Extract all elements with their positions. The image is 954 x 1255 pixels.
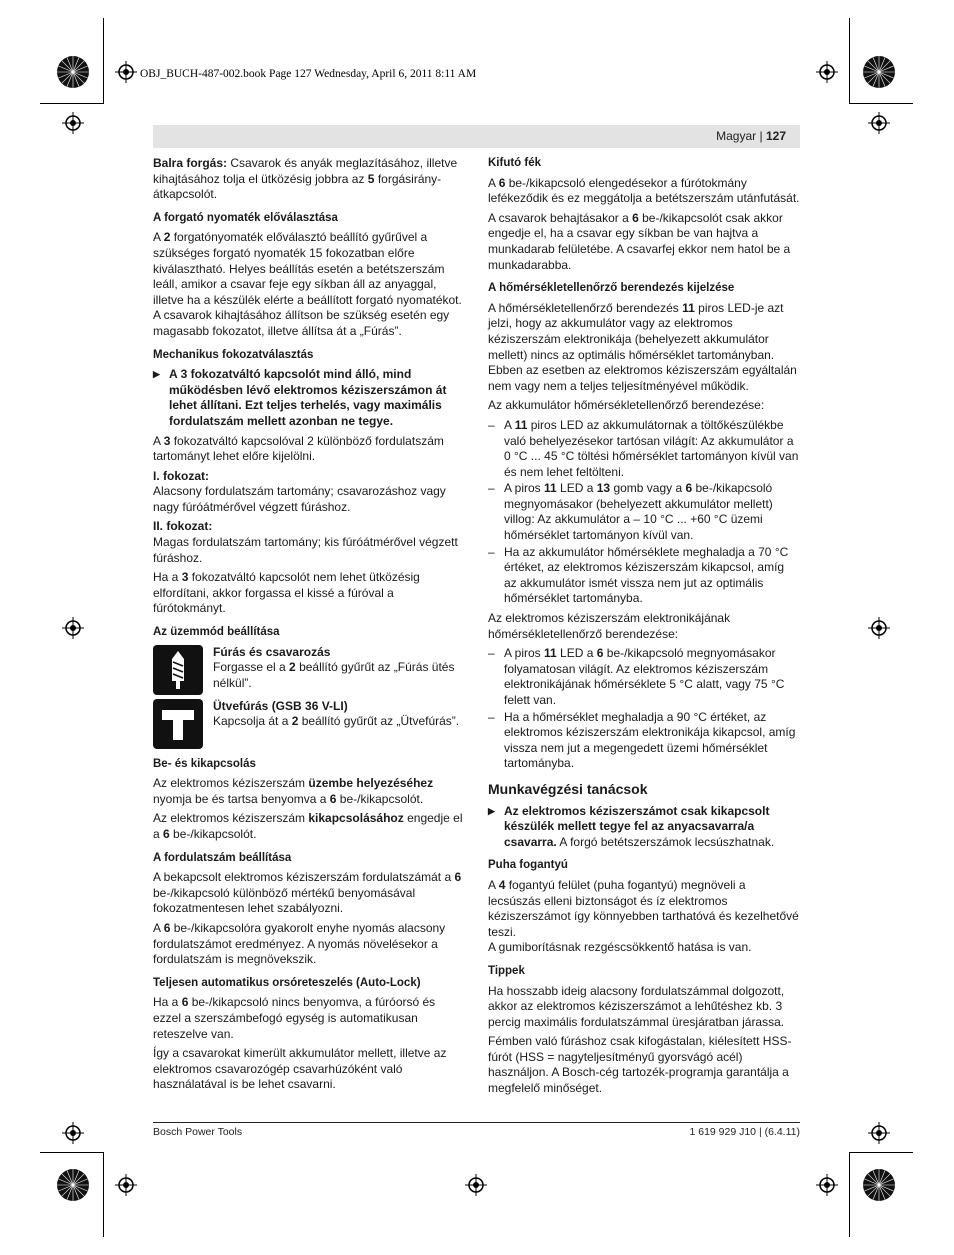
registration-target-icon <box>115 61 137 83</box>
heading-hints: Tippek <box>488 964 525 977</box>
crop-mark-top-right-v <box>849 18 850 103</box>
mode-impact-title: Ütvefúrás (GSB 36 V-LI) <box>213 698 348 713</box>
paragraph-temperature-2: Az akkumulátor hőmérsékletellenőrző berendezése: <box>488 398 765 413</box>
registration-target-icon <box>868 617 890 639</box>
crop-mark-bottom-left-h <box>40 1152 104 1153</box>
heading-torque: A forgató nyomaték előválasztása <box>153 211 338 224</box>
registration-target-icon <box>868 1122 890 1144</box>
paragraph-gear-1: I. fokozat: <box>153 468 209 483</box>
hammer-icon <box>153 699 203 749</box>
registration-target-icon <box>62 1122 84 1144</box>
left-column <box>153 156 465 1097</box>
paragraph-temperature-1: A hőmérsékletellenőrző berendezés 11 piros LED-je azt jelzi, hogy az akkumulátor vagy az elektromos kéziszerszám elektronikája (behelyezett akkumulátor mellett) nincs az optimális hőmérséklet tartományban. Ebben az esetben az elektromos kéziszerszám egyáltalán nem vagy nem a teljes teljesítményével működik. <box>488 300 797 393</box>
paragraph-autolock-2: Így a csavarokat kimerült akkumulátor mellett, illetve az elektromos csavarozógép csavarhúzóként való használatával is be lehet csavarni. <box>153 1046 447 1092</box>
paragraph-brake-2: A csavarok behajtásakor a 6 be-/kikapcsolót csak akkor engedje el, ha a csavar egy síkban be van hajtva a munkadarab felületébe. A csavarfej ekkor nem hatol be a munkadarabba. <box>488 210 791 272</box>
heading-brake: Kifutó fék <box>488 157 542 169</box>
crop-mark-bottom-left-v <box>103 1152 104 1237</box>
paragraph-autolock-1: Ha a 6 be-/kikapcsoló nincs benyomva, a fúróorsó és ezzel a szerszámbefogó egység is automatikusan reteszelve van. <box>153 995 436 1041</box>
list-item: – A 11 piros LED az akkumulátornak a töltőkészülékbe való behelyezésekor tartósan világít: Az akkumulátor a 0 °C ... 45 °C töltési hőmérséklet tartományon kívül van és nem lehet feltölteni. <box>488 418 800 480</box>
color-register-star-icon <box>862 55 896 89</box>
mode-impact-drilling <box>153 699 465 749</box>
list-item: – Ha az akkumulátor hőmérséklete meghaladja a 70 °C értéket, az elektromos kéziszerszám kikapcsol, amíg az akkumulátor ismét vissza nem jut az optimális hőmérséklet tartományba. <box>488 545 800 607</box>
color-register-star-icon <box>862 1168 896 1202</box>
paragraph-onoff-1: Az elektromos kéziszerszám üzembe helyezéséhez nyomja be és tartsa benyomva a 6 be-/kikapcsolót. <box>153 776 434 806</box>
paragraph-onoff-2: Az elektromos kéziszerszám kikapcsolásához engedje el a 6 be-/kikapcsolót. <box>153 811 463 841</box>
heading-temperature: A hőmérsékletellenőrző berendezés kijelzése <box>488 282 735 295</box>
heading-autolock: Teljesen automatikus orsóreteszelés (Auto-Lock) <box>153 976 421 989</box>
mode-impact-text: Kapcsolja át a 2 beállító gyűrűt az „Ütvefúrás”. <box>213 714 460 729</box>
mode-drilling-title: Fúrás és csavarozás <box>213 644 331 659</box>
paragraph-speed-1: A bekapcsolt elektromos kéziszerszám fordulatszámát a 6 be-/kikapcsoló különböző mértékű benyomásával fokozatmentesen lehet szabályozni. <box>153 870 462 916</box>
heading-gear: Mechanikus fokozatválasztás <box>153 348 314 361</box>
paragraph-grip-1: A 4 fogantyú felület (puha fogantyú) megnöveli a lecsúszás elleni biztonságot és íz elektromos kéziszerszámot így könnyebben tarthatóvá és kezelhetővé teszi. A gumiborításnak rezgéscsökkentő hatása is van. <box>488 877 799 955</box>
list-item: – Ha a hőmérséklet meghaladja a 90 °C értéket, az elektromos kéziszerszám elektronikája kikapcsol, amíg vissza nem jut a megengedett üzemi hőmérséklet tartományba. <box>488 710 800 772</box>
page-number: 127 <box>765 129 786 143</box>
registration-target-icon <box>62 617 84 639</box>
header-language: Magyar <box>716 129 757 143</box>
crop-mark-top-left-h <box>40 103 104 104</box>
heading-work-tips: Munkavégzési tanácsok <box>488 780 648 797</box>
registration-target-icon <box>816 61 838 83</box>
color-register-star-icon <box>56 1168 90 1202</box>
list-item: – A piros 11 LED a 13 gomb vagy a 6 be-/kikapcsoló megnyomásakor (behelyezett akkumulátor mellett) villog: Az akkumulátor a – 10 °C ... +60 °C üzemi hőmérséklet tartományon kívül van. <box>488 481 800 543</box>
paragraph-hints-1: Ha hosszabb ideig alacsony fordulatszámmal dolgozott, akkor az elektromos kéziszerszámot a lehűtéshez kb. 3 percig maximális fordulatszámmal üresjáratban járassa. <box>488 983 785 1029</box>
list-item: – A piros 11 LED a 6 be-/kikapcsoló megnyomásakor folyamatosan világít. Az elektromos kéziszerszám elektronikájának hőmérséklete 5 °C alatt, vagy 75 °C felett van. <box>488 646 800 708</box>
drill-bit-icon <box>153 645 203 695</box>
paragraph-gear-note: Ha a 3 fokozatváltó kapcsolót nem lehet ütközésig elfordítani, akkor forgassa el kissé a fúróval a fúrótokmányt. <box>153 570 420 616</box>
heading-speed: A fordulatszám beállítása <box>153 851 292 864</box>
paragraph-gear-2: II. fokozat: <box>153 519 213 534</box>
footer-rule <box>153 1122 800 1123</box>
print-job-line: OBJ_BUCH-487-002.book Page 127 Wednesday, April 6, 2011 8:11 AM <box>140 68 477 80</box>
paragraph-gear-1-text: Alacsony fordulatszám tartomány; csavarozáshoz vagy nagy fúróátmérővel végzett fúráshoz. <box>153 484 446 514</box>
warning-tips: ▶ Az elektromos kéziszerszámot csak kikapcsolt készülék mellett tegye fel az anyacsavarra/a csavarra. A forgó betétszerszámok lecsúszhatnak. <box>488 804 800 851</box>
right-column <box>488 156 800 1101</box>
warning-gear: ▶ A 3 fokozatváltó kapcsolót mind álló, mind működésben lévő elektromos kéziszerszámon át lehet állítani. Ezt teljes terhelés, vagy maximális fordulatszám mellett azonban ne tegye. <box>153 367 465 429</box>
paragraph-temperature-3: Az elektromos kéziszerszám elektronikájának hőmérsékletellenőrző berendezése: <box>488 611 731 641</box>
paragraph-speed-2: A 6 be-/kikapcsolóra gyakorolt enyhe nyomás alacsony fordulatszámot eredményez. A nyomás növelésekor a fordulatszám is megnövekszik. <box>153 920 446 967</box>
registration-target-icon <box>115 1174 137 1196</box>
electronics-temperature-list <box>488 646 800 772</box>
paragraph-torque-1: A 2 forgatónyomaték előválasztó beállító gyűrűvel a szükséges forgató nyomaték 15 fokozatban előre kiválasztható. Helyes beállítás esetén a betétszerszám leáll, amikor a csavar feje egy síkban áll az anyaggal, illetve ha a készülék elérte a beállított forgató nyomatékot. A csavarok kihajtásához állítson be szükség esetén egy magasabb fokozatot, illetve állítsa át a „Fúrás”. <box>153 230 462 338</box>
registration-target-icon <box>62 112 84 134</box>
paragraph-hints-2: Fémben való fúráshoz csak kifogástalan, kiélesített HSS-fúrót (HSS = nagyteljesítményű gyorsvágó acél) használjon. A Bosch-cég tartozék-programja garantálja a megfelelő minőséget. <box>488 1034 792 1096</box>
registration-target-icon <box>465 1174 487 1196</box>
battery-temperature-list <box>488 418 800 607</box>
footer-document-code: 1 619 929 J10 | (6.4.11) <box>689 1126 800 1138</box>
mode-drilling <box>153 645 465 695</box>
page-header-text <box>716 129 786 143</box>
crop-mark-top-right-h <box>849 103 913 104</box>
mode-drilling-text: Forgasse el a 2 beállító gyűrűt az „Fúrás ütés nélkül”. <box>213 660 455 690</box>
crop-mark-bottom-right-h <box>849 1152 913 1153</box>
paragraph-gear: A 3 fokozatváltó kapcsolóval 2 különböző fordulatszám tartományt lehet előre kijelölni. <box>153 433 444 464</box>
crop-mark-top-left-v <box>103 18 104 103</box>
paragraph-left-rotation: Balra forgás: Csavarok és anyák meglazításához, illetve kihajtásához tolja el ütközésig jobbra az 5 forgásirány-átkapcsolót. <box>153 156 458 202</box>
crop-mark-bottom-right-v <box>849 1152 850 1237</box>
heading-mode: Az üzemmód beállítása <box>153 626 280 639</box>
paragraph-brake-1: A 6 be-/kikapcsoló elengedésekor a fúrótokmány lefékeződik és ez meggátolja a betétszerszám utánfutását. <box>488 175 800 206</box>
registration-target-icon <box>868 112 890 134</box>
header-separator: | <box>759 129 763 143</box>
page-header-bar <box>153 125 800 148</box>
color-register-star-icon <box>56 55 90 89</box>
heading-soft-grip: Puha fogantyú <box>488 859 568 872</box>
footer-brand: Bosch Power Tools <box>153 1126 243 1138</box>
registration-target-icon <box>816 1174 838 1196</box>
paragraph-gear-2-text: Magas fordulatszám tartomány; kis fúróátmérővel végzett fúráshoz. <box>153 535 458 565</box>
heading-onoff: Be- és kikapcsolás <box>153 757 256 770</box>
